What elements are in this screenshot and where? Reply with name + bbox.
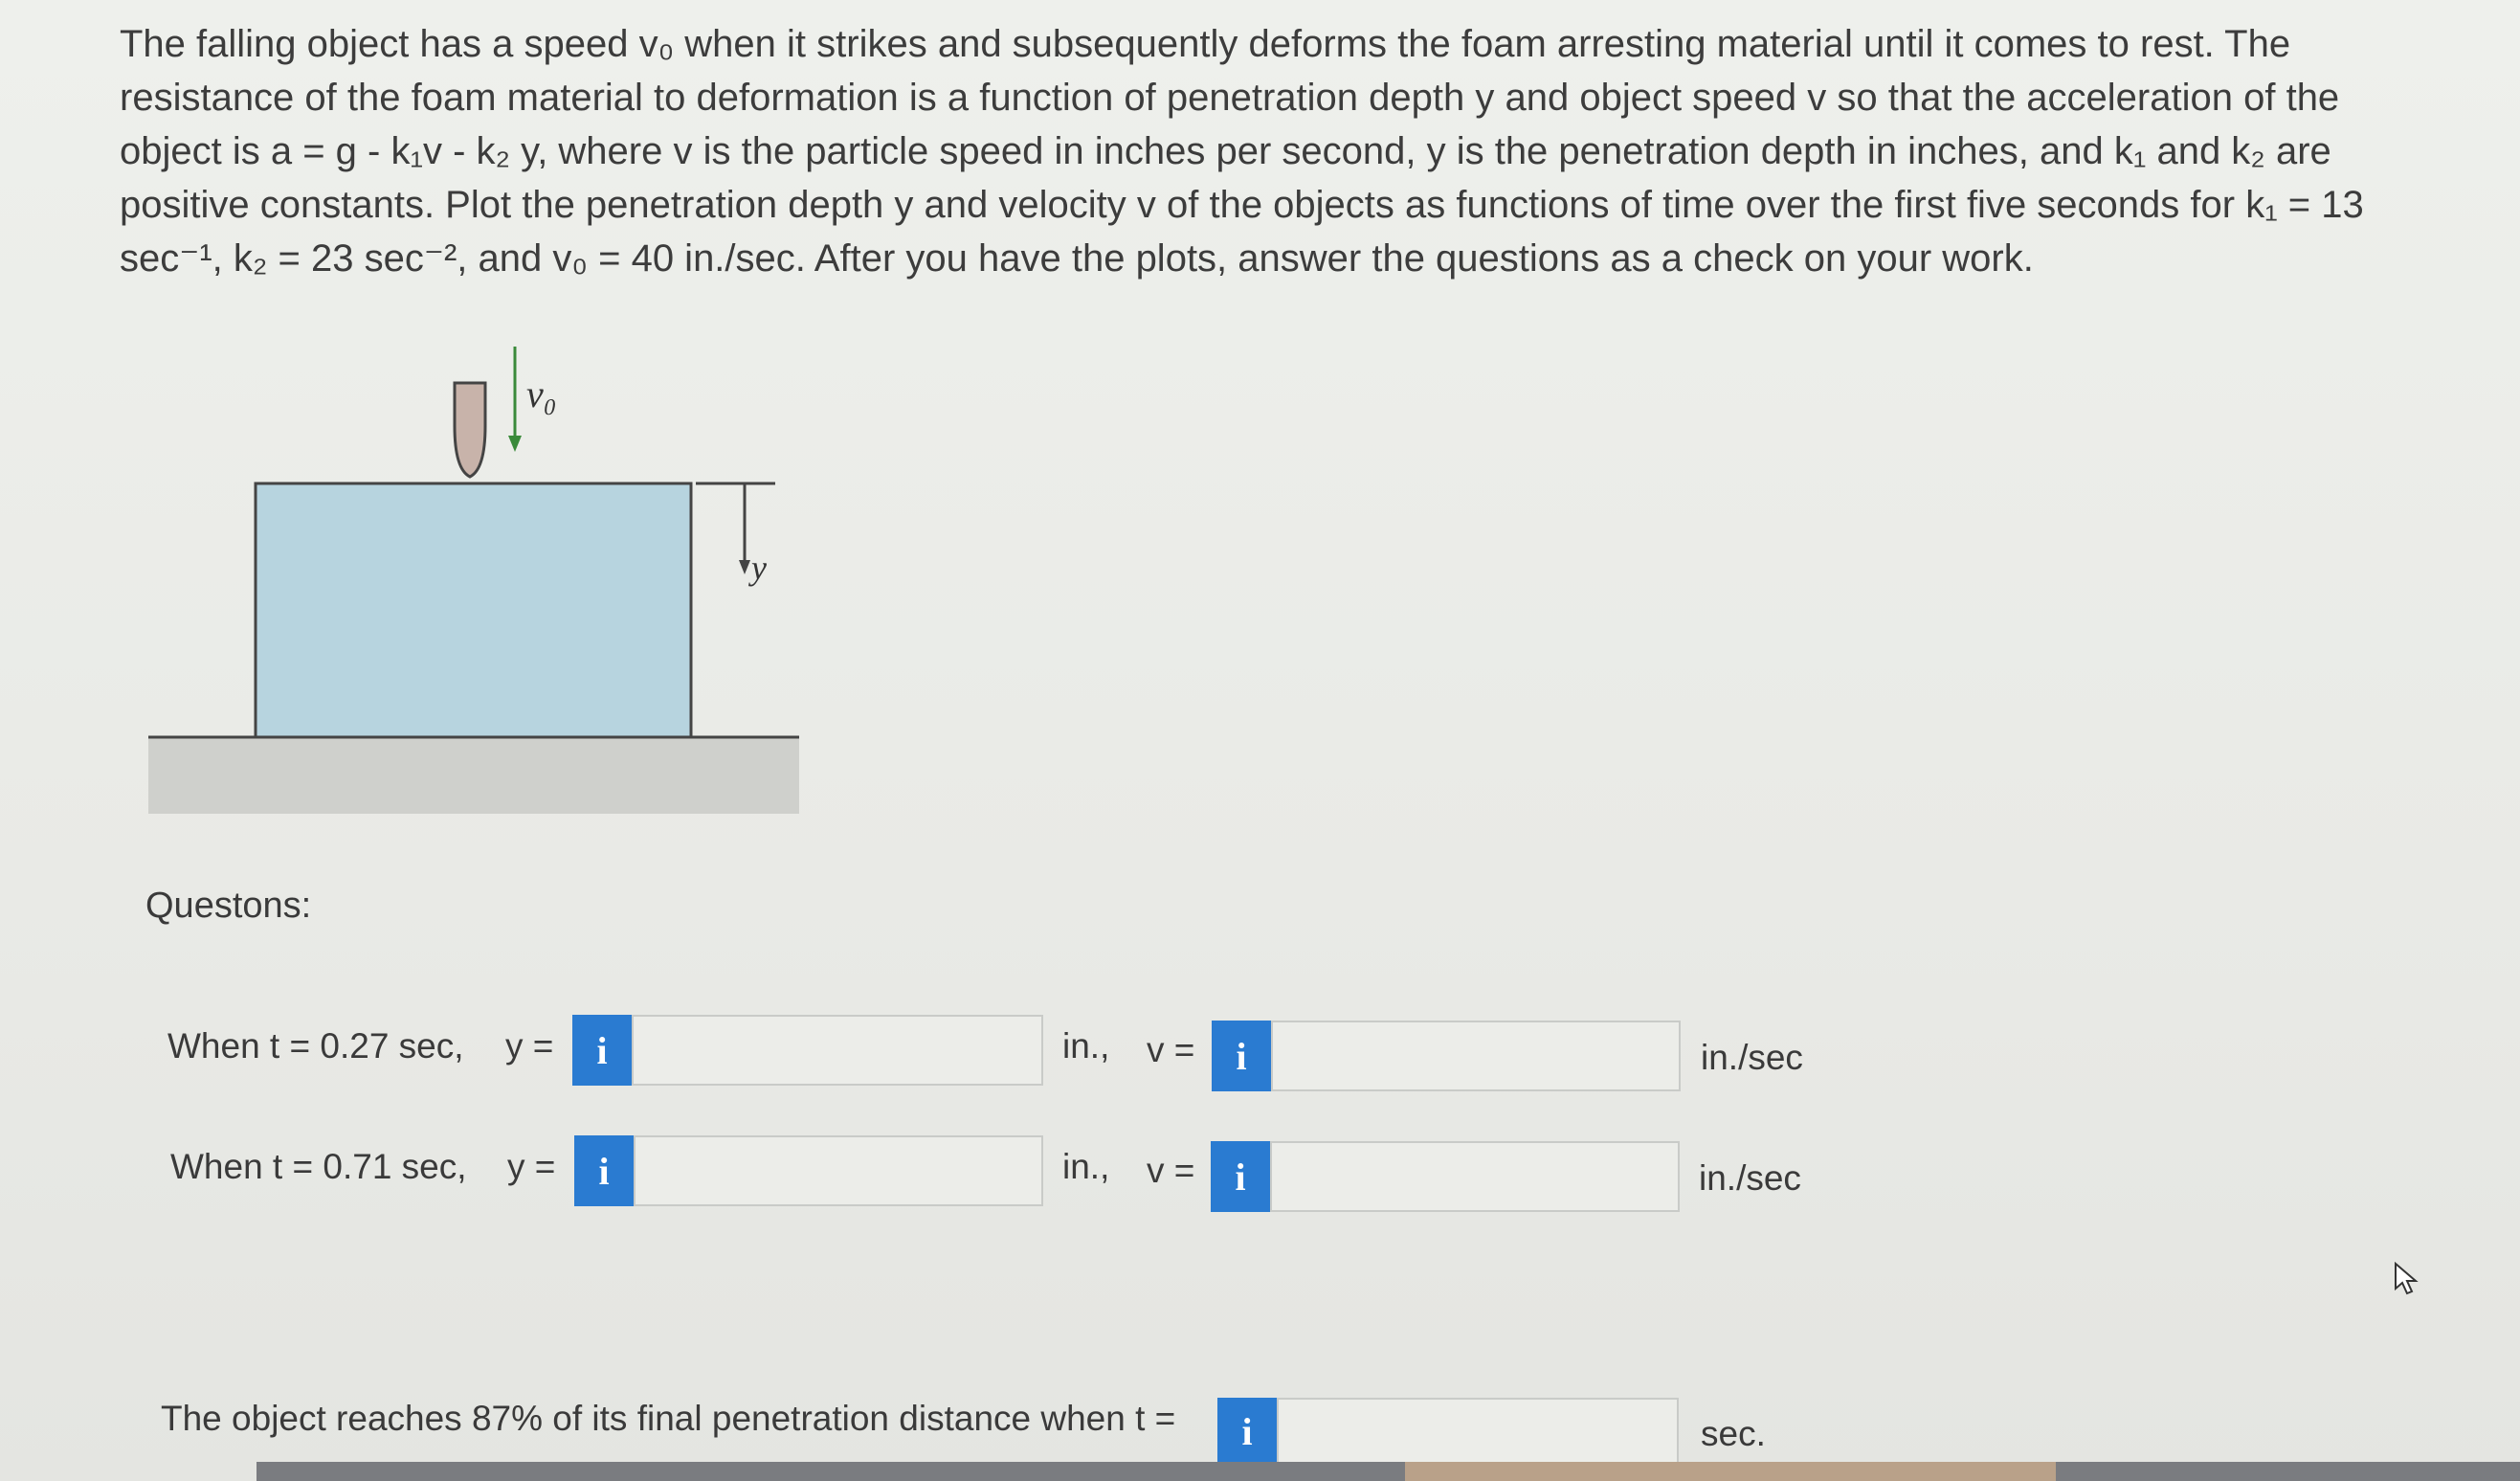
question-2-v-input[interactable] [1270,1141,1680,1212]
problem-line-3: object is a = g - k₁v - k₂ y, where v is the particle speed in inches per second, y is the penetration depth in inches, and k₁ and k₂ are [120,130,2331,172]
question-2-y-unit: in., [1062,1147,1110,1186]
foam-block [256,483,691,737]
y-label: y [751,549,767,587]
v0-arrowhead [508,436,522,452]
problem-line-5: sec⁻¹, k₂ = 23 sec⁻², and v₀ = 40 in./sec. After you have the plots, answer the questions as a check on your work. [120,237,2034,280]
bottom-edge-bar [256,1462,2520,1481]
question-1-v-info-icon[interactable]: i [1212,1021,1271,1091]
final-question-unit: sec. [1701,1414,1766,1453]
problem-line-4: positive constants. Plot the penetration depth y and velocity v of the objects as functions of time over the first five seconds for k₁ = 13 [120,184,2364,226]
questions-heading: Questons: [145,886,312,926]
question-1-y-unit: in., [1062,1026,1110,1066]
y-arrowhead [739,560,750,574]
question-1-v-input[interactable] [1271,1021,1681,1091]
ground [148,737,799,814]
v0-label: v₀ [526,372,557,415]
question-1-v-unit: in./sec [1701,1038,1803,1077]
question-1-y-label: y = [505,1026,554,1066]
problem-line-2: resistance of the foam material to deformation is a function of penetration depth y and object speed v so that the acceleration of the [120,77,2340,119]
question-1-v-label: v = [1147,1030,1195,1069]
question-row-2 [0,1133,2520,1220]
question-1-prompt: When t = 0.27 sec, [167,1026,464,1066]
final-question-info-icon[interactable]: i [1217,1398,1277,1465]
question-2-v-label: v = [1147,1151,1195,1190]
problem-line-1: The falling object has a speed v₀ when it strikes and subsequently deforms the foam arresting material until it comes to rest. The [120,23,2291,65]
question-2-y-label: y = [507,1147,556,1186]
question-2-y-info-icon[interactable]: i [574,1135,634,1206]
question-2-y-input[interactable] [634,1135,1043,1206]
bottom-edge-accent [1405,1462,2056,1481]
falling-object [455,383,485,477]
question-2-v-info-icon[interactable]: i [1211,1141,1270,1212]
foam-diagram [148,335,818,833]
question-2-prompt: When t = 0.71 sec, [170,1147,467,1186]
mouse-pointer-icon [2393,1262,2420,1296]
final-question-input[interactable] [1277,1398,1679,1465]
foam-diagram-svg [148,335,818,833]
question-1-y-input[interactable] [632,1015,1043,1086]
question-2-v-unit: in./sec [1699,1158,1801,1198]
final-question-prompt: The object reaches 87% of its final penetration distance when t = [161,1399,1176,1438]
question-row-1 [0,1013,2520,1099]
question-1-y-info-icon[interactable]: i [572,1015,632,1086]
problem-statement [120,17,2397,285]
